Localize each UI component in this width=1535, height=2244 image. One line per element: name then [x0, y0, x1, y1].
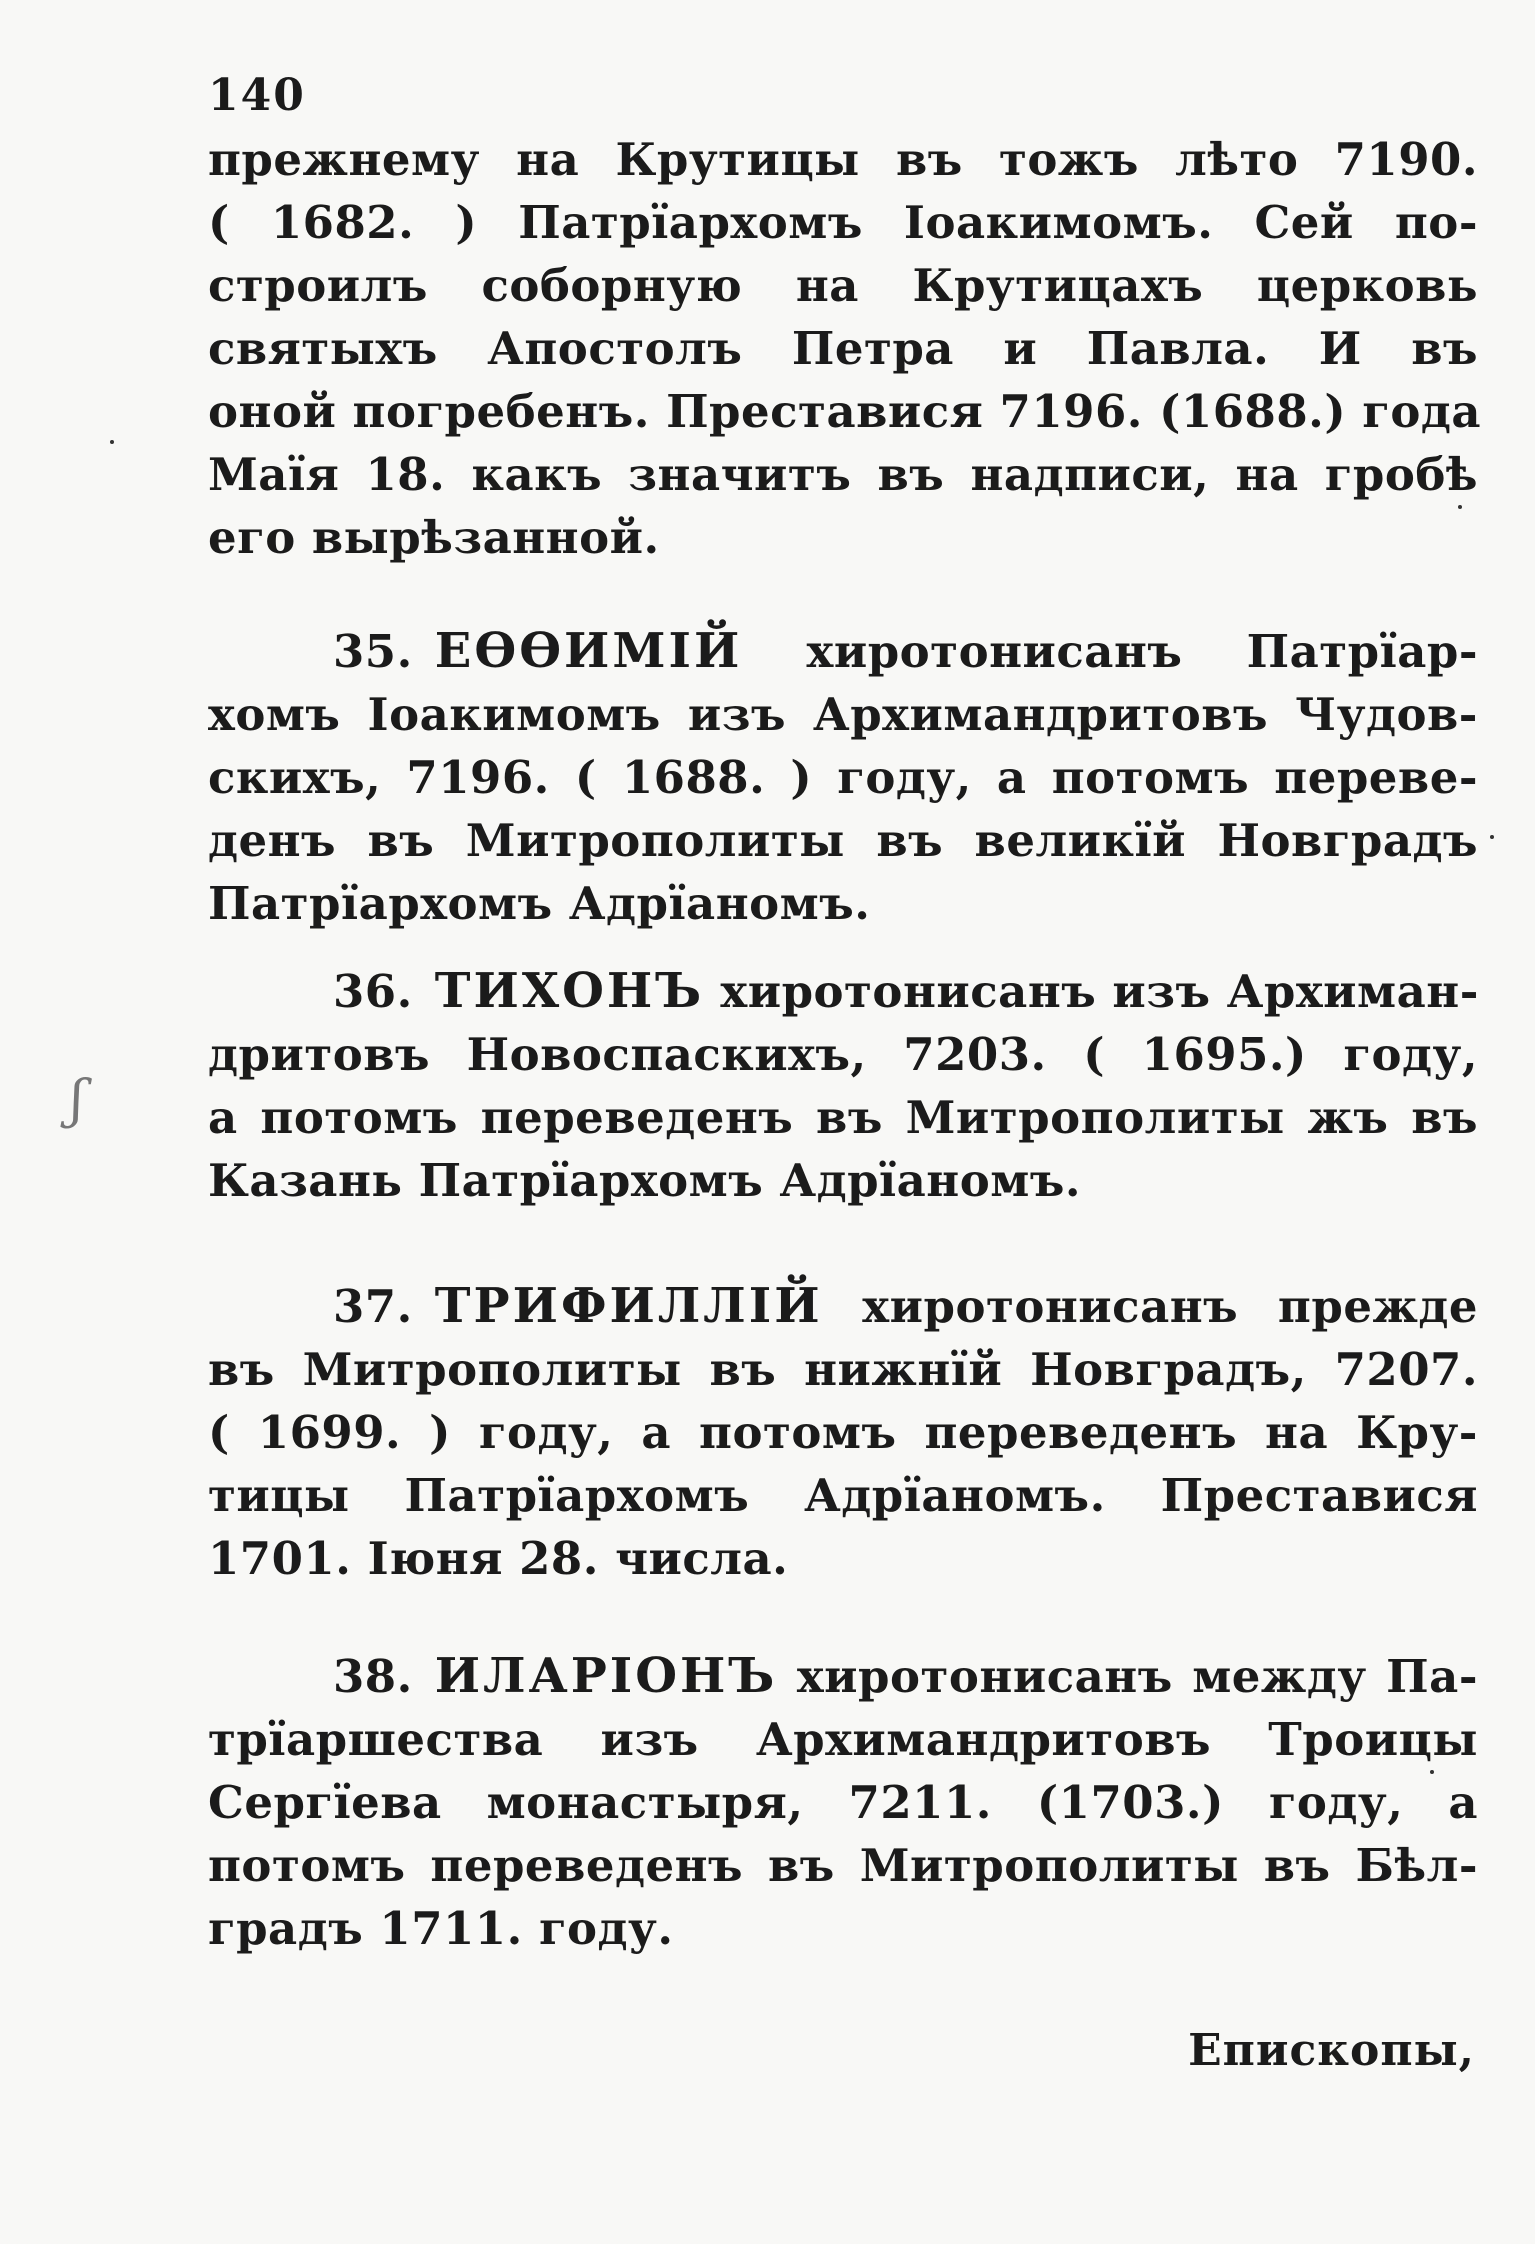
entry-name: ТРИФИЛЛІЙ	[434, 1278, 823, 1334]
text-line: строилъ соборную на Крутицахъ церковь	[208, 259, 1478, 312]
text-line: дритовъ Новоспаскихъ, 7203. ( 1695.) году,	[208, 1028, 1478, 1081]
entry-name: ИЛАРІОНЪ	[434, 1648, 778, 1704]
text-line: ( 1699. ) году, а потомъ переведенъ на Кру-	[208, 1406, 1478, 1459]
entry-number: 38.	[333, 1650, 413, 1703]
text-line: потомъ переведенъ въ Митрополиты въ Бѣл-	[208, 1839, 1478, 1892]
entry-38	[208, 1645, 1478, 1960]
paper-speck	[1430, 1770, 1434, 1774]
text-line: а потомъ переведенъ въ Митрополиты жъ въ	[208, 1091, 1478, 1144]
catchword: Епископы,	[1188, 2025, 1475, 2076]
page-number: 140	[208, 70, 306, 121]
text-line: Патрїархомъ Адрїаномъ.	[208, 877, 871, 930]
entry-name: ЕѲѲИМІЙ	[434, 623, 743, 679]
paper-speck	[1490, 835, 1494, 839]
text-line: скихъ, 7196. ( 1688. ) году, а потомъ переве-	[208, 751, 1478, 804]
entry-first-line	[208, 960, 1478, 1023]
entry-text: хиротонисанъ между Па-	[796, 1650, 1478, 1703]
text-line: въ Митрополиты въ нижнїй Новградъ, 7207.	[208, 1343, 1478, 1396]
text-line: Сергїева монастыря, 7211. (1703.) году, а	[208, 1776, 1478, 1829]
paper-speck	[110, 440, 114, 444]
entry-first-line	[208, 620, 1478, 683]
text-line: хомъ Іоакимомъ изъ Архимандритовъ Чудов-	[208, 688, 1478, 741]
entry-first-line	[208, 1275, 1478, 1338]
entry-first-line	[208, 1645, 1478, 1708]
entry-35	[208, 620, 1478, 935]
text-line: градъ 1711. году.	[208, 1902, 674, 1955]
paper-speck	[1458, 505, 1462, 509]
text-line: его вырѣзанной.	[208, 511, 660, 564]
entry-36	[208, 960, 1478, 1212]
text-line: Маїя 18. какъ значитъ въ надписи, на гробѣ	[208, 448, 1478, 501]
text-line: прежнему на Крутицы въ тожъ лѣто 7190.	[208, 133, 1478, 186]
text-line: 1701. Іюня 28. числа.	[208, 1532, 789, 1585]
text-line: святыхъ Апостолъ Петра и Павла. И въ	[208, 322, 1478, 375]
text-line: трїаршества изъ Архимандритовъ Троицы	[208, 1713, 1478, 1766]
text-line: Казань Патрїархомъ Адрїаномъ.	[208, 1154, 1082, 1207]
entry-name: ТИХОНЪ	[434, 963, 705, 1019]
entry-text: хиротонисанъ Патрїар-	[806, 625, 1478, 678]
text-line: оной погребенъ. Преставися 7196. (1688.) года	[208, 385, 1482, 438]
entry-text: хиротонисанъ прежде	[862, 1280, 1479, 1333]
margin-pencil-mark: ʃ	[70, 1070, 85, 1130]
entry-number: 37.	[333, 1280, 413, 1333]
entry-number: 35.	[333, 625, 413, 678]
continuation-paragraph	[208, 128, 1482, 569]
text-line: денъ въ Митрополиты въ великїй Новградъ	[208, 814, 1478, 867]
entry-37	[208, 1275, 1478, 1590]
text-line: тицы Патрїархомъ Адрїаномъ. Преставися	[208, 1469, 1478, 1522]
entry-number: 36.	[333, 965, 413, 1018]
entry-text: хиротонисанъ изъ Архиман-	[720, 965, 1479, 1018]
text-line: ( 1682. ) Патрїархомъ Іоакимомъ. Сей по-	[208, 196, 1478, 249]
